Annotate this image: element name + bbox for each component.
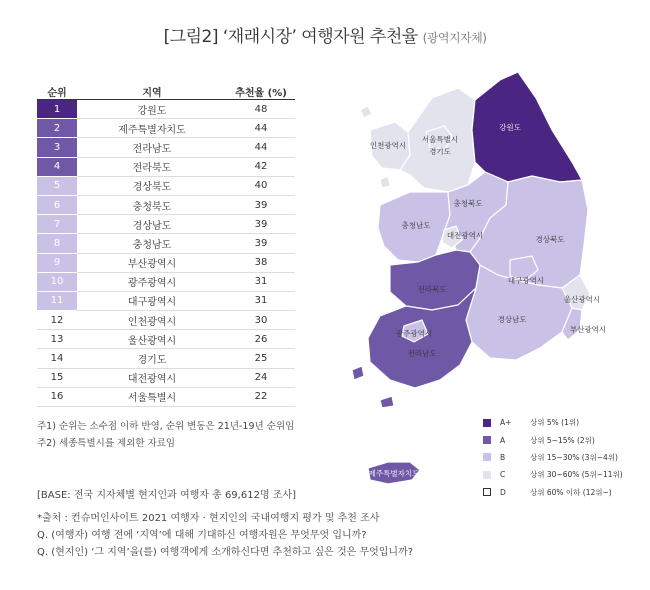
map-label-daegu: 대구광역시 [507,276,545,285]
table-row [37,368,295,387]
legend-desc: 상위 30~60% (5위~11위) [530,470,623,480]
table-row [37,253,295,272]
rank-cell: 7 [37,215,77,234]
legend-item [483,449,643,466]
region-cell: 제주특별자치도 [77,119,227,138]
table-row [37,119,295,138]
rate-cell: 39 [227,195,295,214]
ranking-table [37,84,295,407]
source-notes [37,510,413,561]
legend-swatch [483,419,491,427]
rank-cell: 1 [37,100,77,119]
rate-cell: 22 [227,387,295,406]
table-row [37,272,295,291]
rate-cell: 39 [227,234,295,253]
rank-cell: 4 [37,157,77,176]
rate-cell: 44 [227,138,295,157]
region-cell: 전라북도 [77,157,227,176]
rank-cell: 12 [37,311,77,330]
header-region: 지역 [77,84,227,100]
legend-swatch [483,471,491,479]
legend-grade: C [500,470,506,480]
header-rate: 추천율 (%) [227,84,295,100]
rate-cell: 31 [227,272,295,291]
rank-cell: 8 [37,234,77,253]
map-label-gwangju: 광주광역시 [395,329,433,338]
map-region-gangwon [472,72,582,182]
rank-cell: 15 [37,368,77,387]
legend-swatch [483,488,491,496]
map-label-jeonnam: 전라남도 [407,349,437,358]
rate-cell: 38 [227,253,295,272]
rank-cell: 2 [37,119,77,138]
base-note: [BASE: 전국 지자체별 현지인과 여행자 총 69,612명 조사] [37,490,297,501]
region-cell: 전라남도 [77,138,227,157]
figure-title-main: [그림2] ‘재래시장’ 여행자원 추천율 [163,27,418,47]
rate-cell: 48 [227,100,295,119]
source-line-1: *출처 : 컨슈머인사이트 2021 여행자 · 현지인의 국내여행지 평가 및 추천 조사 [37,513,380,524]
table-row [37,157,295,176]
map-label-gyeongnam: 경상남도 [497,315,527,324]
map-label-gyeonggi: 경기도 [429,147,451,156]
region-cell: 서울특별시 [77,387,227,406]
rate-cell: 42 [227,157,295,176]
rank-cell: 10 [37,272,77,291]
legend-grade: A+ [500,418,512,428]
legend-grade: A [500,435,506,445]
table-row [37,138,295,157]
region-cell: 충청북도 [77,195,227,214]
table-row [37,215,295,234]
legend-swatch [483,453,491,461]
region-cell: 강원도 [77,100,227,119]
table-row [37,100,295,119]
region-cell: 대구광역시 [77,291,227,310]
map-label-incheon: 인천광역시 [369,141,407,150]
legend-desc: 상위 60% 이하 (12위~) [530,487,612,497]
map-label-gyeongbuk: 경상북도 [535,235,565,244]
map-label-seoul: 서울특별시 [421,135,459,144]
legend-item [483,484,643,501]
region-cell: 충청남도 [77,234,227,253]
region-cell: 경상북도 [77,176,227,195]
map-legend [483,414,643,501]
legend-swatch [483,436,491,444]
table-row [37,330,295,349]
legend-desc: 상위 15~30% (3위~4위) [530,452,618,462]
region-cell: 인천광역시 [77,311,227,330]
rank-cell: 6 [37,195,77,214]
table-body [37,100,295,407]
table-header-row [37,84,295,100]
legend-desc: 상위 5~15% (2위) [530,435,595,445]
map-label-jeonbuk: 전라북도 [417,285,447,294]
table-row [37,387,295,406]
rate-cell: 40 [227,176,295,195]
map-label-ulsan: 울산광역시 [563,295,601,304]
rank-cell: 14 [37,349,77,368]
rank-cell: 13 [37,330,77,349]
note-1: 주1) 순위는 소수점 이하 반영, 순위 변동은 21년-19년 순위임 [37,421,295,432]
figure-title-sub: (광역지자체) [422,31,487,45]
table-row [37,234,295,253]
legend-item [483,431,643,448]
note-2: 주2) 세종특별시를 제외한 자료임 [37,438,176,449]
rate-cell: 24 [227,368,295,387]
rate-cell: 44 [227,119,295,138]
region-cell: 경기도 [77,349,227,368]
rank-cell: 11 [37,291,77,310]
figure-title [0,22,650,47]
source-line-2: Q. (여행자) 여행 전에 ‘지역’에 대해 기대하신 여행자원은 무엇무엇 입니까? [37,530,367,541]
region-cell: 부산광역시 [77,253,227,272]
legend-desc: 상위 5% (1위) [530,418,580,428]
header-rank: 순위 [37,84,77,100]
region-cell: 울산광역시 [77,330,227,349]
legend-item [483,414,643,431]
region-cell: 대전광역시 [77,368,227,387]
rank-cell: 9 [37,253,77,272]
rate-cell: 26 [227,330,295,349]
map-label-daejeon: 대전광역시 [446,231,484,240]
table-row [37,176,295,195]
table-row [37,311,295,330]
region-cell: 광주광역시 [77,272,227,291]
rank-cell: 16 [37,387,77,406]
region-cell: 경상남도 [77,215,227,234]
table-row [37,349,295,368]
table-row [37,291,295,310]
map-label-jeju: 제주특별자치도 [368,469,420,478]
legend-item [483,466,643,483]
map-label-gangwon: 강원도 [499,123,521,132]
legend-grade: D [500,487,506,497]
rate-cell: 30 [227,311,295,330]
rank-cell: 3 [37,138,77,157]
rank-cell: 5 [37,176,77,195]
notes [37,418,294,452]
map-label-chungbuk: 충청북도 [453,199,483,208]
rate-cell: 39 [227,215,295,234]
legend-grade: B [500,452,506,462]
source-line-3: Q. (현지인) ‘그 지역’을(를) 여행객에게 소개하신다면 추천하고 싶은 것은 무엇입니까? [37,547,414,558]
map-label-chungnam: 충청남도 [401,221,431,230]
rate-cell: 31 [227,291,295,310]
table-row [37,195,295,214]
rate-cell: 25 [227,349,295,368]
map-label-busan: 부산광역시 [569,325,607,334]
